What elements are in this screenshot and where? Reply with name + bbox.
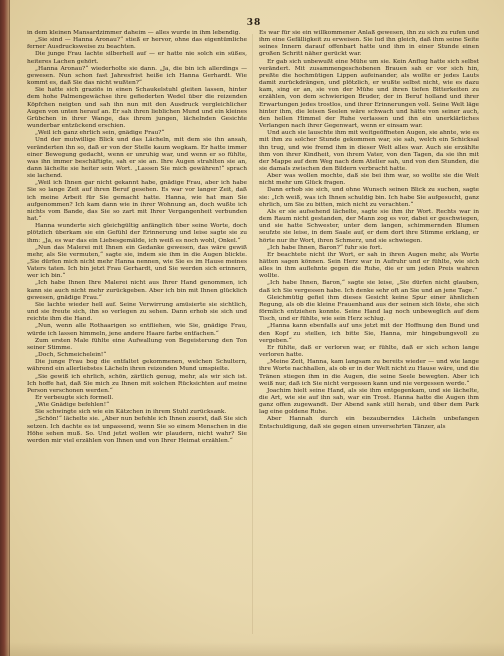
- paragraph: Als er sie aufsehend lächelte, sagte sie ihm ihr Wort. Rechts war in dem Raum nicht gestanden, der Mann zog es vor, dabei er geschwiegen, und sie hatte Schwester, unter dem langen, schimmernden Blumen seufzte sie leise, in dem Saale auf, er dem dort ihre Stimme erklang, er hörte nur ihr Wort, ihren Schmerz, und sie schwiegen.: [259, 208, 479, 244]
- paragraph: „Hanna Aronau?“ wiederholte sie dann. „Ja, die bin ich allerdings — gewesen. Nun schon fast Jahresfrist heiße ich Hanna Gerhardt. Wie kommt es, daß Sie das nicht wußten?“: [27, 65, 247, 87]
- paragraph: „Meine Zeit, Hanna, kam langsam zu bereits wieder — und wie lange ihre Worte nachhallen, als ob er in der Welt nicht zu Hause wäre, und die Tränen stiegen ihm in die Augen, die seine Seele bewegten. Aber ich weiß nur, daß ich Sie nicht vergessen kann und nie vergessen werde.“: [259, 359, 479, 387]
- paragraph: Die junge Frau bog die entfaltet gekommenen, welchen Schultern, während ein allerliebstes Lächeln ihren reizenden Mund umspielte.: [27, 359, 247, 373]
- paragraph: „Weil ich ganz ehrlich sein, gnädige Frau?“: [35, 130, 165, 137]
- paragraph: Er gab sich unbewußt eine Mühe um sie. Kein Anflug hatte sich selbst verändert. Mit zusammengeschobenen Brauen sah er vor sich hin, preßte die hochmütigen Lippen aufeinander, als wollte er jedes Lauts damit zurückdrängen, und plötzlich, er wußte selbst nicht, wie es dazu kam, sing er an, sie von der Mühe und ihren tiefen Bitterkeiten zu erzählen, von dem schwierigen Bruder, der in Beruf holland und ihrer Erwartungen jedes trostlos, und ihrer Erinnerungen voll. Seine Welt läge hinter ihm, die leisen Seelen wäre schwach und hätte von seiner auch, den hellen Himmel der Ruhe verlassen und ihn ein unerklärliches Verlangen nach ihrer Gegenwart, wenn er einsam war.: [259, 58, 479, 130]
- paragraph: „Weil ich Ihnen gar nicht gekannt habe, gnädige Frau, aber ich habe Sie so lange Zeit auf ihren Beruf gesehen. Es war vor langer Zeit, daß ich meine Arbeit für Sie gemacht hatte. Hanna, wie hat man Sie aufgenommen? Ich kam dann wie in ihrer Wohnung an, doch wußte ich nichts vom Bande, das Sie so zart mit Ihrer Vergangenheit verbunden hat.“: [27, 180, 247, 223]
- paragraph: Und der mutwillige Blick und das Lächeln, mit dem sie ihn ansah, veränderten ihn so, daß er von der Stelle kaum wegkam. Er hatte immer einer Bewegung gedacht, wenn er unruhig war, und wenn er so fühlte, was ihn immer beschäftigte, sah er sie an. Ihre Augen strahlten sie an, dann lächelte sie heiter sein Wort. „Lassen Sie mich gewähren!“ sprach sie lachend.: [27, 137, 247, 180]
- paragraph: Aber was wollen mochte, daß sie bei ihm war, so wollte sie die Welt nicht mehr um Glück fragen.: [259, 173, 479, 187]
- paragraph: Er fühlte, daß er verloren war, er fühlte, daß er sich schon lange verloren hatte.: [259, 344, 479, 359]
- paragraph: Er beachtete nicht ihr Wort, er sah in ihren Augen mehr, als Worte hätten sagen können. Sein Herz war in Aufruhr und er fühlte, wie sich alles in ihm auflehnte gegen die Ruhe, die er um jeden Preis wahren wollte.: [259, 251, 479, 280]
- paragraph: „Sie gewiß ich ehrlich, schön, zärtlich genug, mehr, als wir sich ist. Ich hoffe hat, daß Sie mich zu Ihnen mit solchen Rücksichten auf meine Person verschonen werden.“: [27, 373, 247, 394]
- column-divider: [252, 34, 253, 634]
- paragraph: „Hanna kann ebenfalls auf uns jetzt mit der Hoffnung den Bund und den Kopf zu stellen, ich bitte Sie, Hanna, mir hingebungsvoll zu vergeben.“: [259, 323, 479, 344]
- paragraph: Hanna wunderte sich gleichgültig anfänglich über seine Worte, doch plötzlich überkam sie ein Gefühl der Erinnerung und leise sagte sie zu ihm: „Ja, es war das ein Liebesgemälde, ich weiß es noch wohl, Onkel.“: [27, 223, 247, 244]
- paragraph: „Ich habe Ihnen Ihre Malerei nicht aus Ihrer Hand genommen, ich kann sie auch nicht mehr zurückgeben. Aber ich bin mit Ihnen glücklich gewesen, gnädige Frau.“: [27, 280, 247, 301]
- paragraph: Aber Hannah durch ein bezauberndes Lächeln unbefangen Entschuldigung, daß sie gegen einen unversehrten Tänzer, als: [259, 416, 479, 430]
- paragraph: „Nun das Malerei mit Ihnen ein Gedanke gewesen, das wäre gewiß mehr, als Sie vermuten,“ sagte sie, indem sie ihm in die Augen blickte. „Sie dürfen mich nicht mehr Hanna nennen, wie Sie es im Hause meines Vaters taten. Ich bin jetzt Frau Gerhardt, und Sie werden sich erinnern, wer ich bin.“: [27, 244, 247, 280]
- page-bottom-shadow: [0, 642, 504, 656]
- paragraph: Sie hatte sich graziös in einen Schaukelstuhl gleiten lassen, hinter dem hohe Palmengewächse ihre gefiederten Wedel über die reizenden Köpfchen neigten und sah ihn nun mit den Ausdruck vergleichlicher Augen von unten herauf an. Er sah ihren lieblichen Mund und ein kleines Grübchen in ihrer Wange, das ihrem jungen, lächelnden Gesichte wunderbar entzückend erschien.: [27, 87, 247, 130]
- paragraph: Die junge Frau lachte silberhell auf — er hatte nie solch ein süßes, heiteres Lachen gehört.: [27, 51, 247, 65]
- paragraph: Er verbeugte sich formell.: [35, 394, 114, 401]
- paragraph: Es war für sie ein willkommener Anlaß gewesen, ihn zu sich zu rufen und ihm eine Gefälligkeit zu erweisen. Sie lud ihn gleich, daß ihm seine Seite seines Innern darauf offenbart hatte und ihm in einer Stunde einen großen Schritt näher gerückt war.: [259, 30, 479, 58]
- paragraph: Sie lachte wieder hell auf. Seine Verwirrung amüsierte sie sichtlich, und sie freute sich, ihn so verlegen zu sehen. Dann erhob sie sich und reichte ihm die Hand.: [27, 301, 247, 323]
- paragraph: Sie schwingte sich wie ein Kätzchen in ihrem Stuhl zurücksank.: [35, 409, 227, 416]
- paragraph: „Nun, wenn alle Rothaarigen so entfliehen, wie Sie, gnädige Frau, würde ich lassen himmeln, jene andere Haare farbe entfachen.“: [27, 323, 247, 337]
- paragraph: „Ich habe Ihnen, Baron,“ sagte sie leise, „Sie dürfen nicht glauben, daß ich Sie vergessen habe. Ich denke sehr oft an Sie und an jene Tage.“: [259, 280, 479, 294]
- paragraph: „Ich habe Ihnen, Baron?“ fuhr sie fort.: [267, 244, 383, 251]
- paragraph: in dem kleinen Mansardzimmer daheim — alles wurde in ihm lebendig.: [27, 30, 241, 36]
- paragraph: „Wie Gnädige befehlen!“: [35, 402, 110, 409]
- text-column-left: [27, 30, 247, 642]
- paragraph: Und auch sie lauschte ihm mit weitgeöffneten Augen, sie ahnte, wie es mit ihm zu solcher Stunde gekommen war, sie sah, welch ein Schicksal ihn trug, und wie fremd ihm in dieser Welt alles war. Auch sie erzählte ihm von ihrer Kindheit, von ihrem Vater, von den Tagen, da sie ihn mit der Mappe auf dem Weg nach dem Atelier sah, und von den Stunden, die sie damals zwischen den Bildern verbracht hatte.: [259, 130, 479, 172]
- paragraph: Gleichmütig gefiel ihm dieses Gesicht keine Spur einer ähnlichen Regung, als ob die kleine Frauenhand aus der seinen sich löste, ehe sich förmlich entziehen konnte. Seine Hand lag noch unbeweglich auf dem Tisch, und er fühlte, wie sein Herz schlug.: [259, 294, 479, 323]
- paragraph: Zum ersten Male fühlte eine Aufwallung von Begeisterung den Ton seiner Stimme.: [27, 337, 247, 351]
- text-column-right: [259, 30, 479, 642]
- paragraph: „Sie sind — Hanna Aronau?“ stieß er hervor, ohne das eigentümliche ferner Ausdrucksweise zu beachten.: [27, 37, 247, 51]
- paragraph: „Schön!“ lächelte sie. „Aber nun befehle ich Ihnen zuerst, daß Sie sich setzen. Ich dachte es ist unpassend, wenn Sie so einem Menschen in die Höhe sehen muß. So. Und jetzt wollen wir plaudern, nicht wahr? Sie werden mir viel erzählen von Ihnen und von Ihrer Heimat erzählen.“: [27, 416, 247, 444]
- binding-edge-line: [9, 0, 10, 656]
- paragraph: „Doch, Schmeichelein!“: [35, 352, 107, 359]
- page-number: 38: [246, 18, 262, 28]
- binding-edge: [0, 0, 9, 656]
- paragraph: Joachim hielt seine Hand, als sie ihm entgegenkam, und sie lächelte, die Art, wie sie auf ihn sah, war ein Trost. Hanna hatte die Augen ihm ganz offen zugewandt. Der Abend sank still herab, und über dem Park lag eine goldene Ruhe.: [259, 387, 479, 416]
- paragraph: Dann erhob sie sich, und ohne Wunsch seinen Blick zu suchen, sagte sie: „Ich weiß, was ich Ihnen schuldig bin. Ich habe Sie aufgesucht, ganz ehrlich, um Sie zu bitten, mich nicht zu verachten.“: [259, 187, 479, 208]
